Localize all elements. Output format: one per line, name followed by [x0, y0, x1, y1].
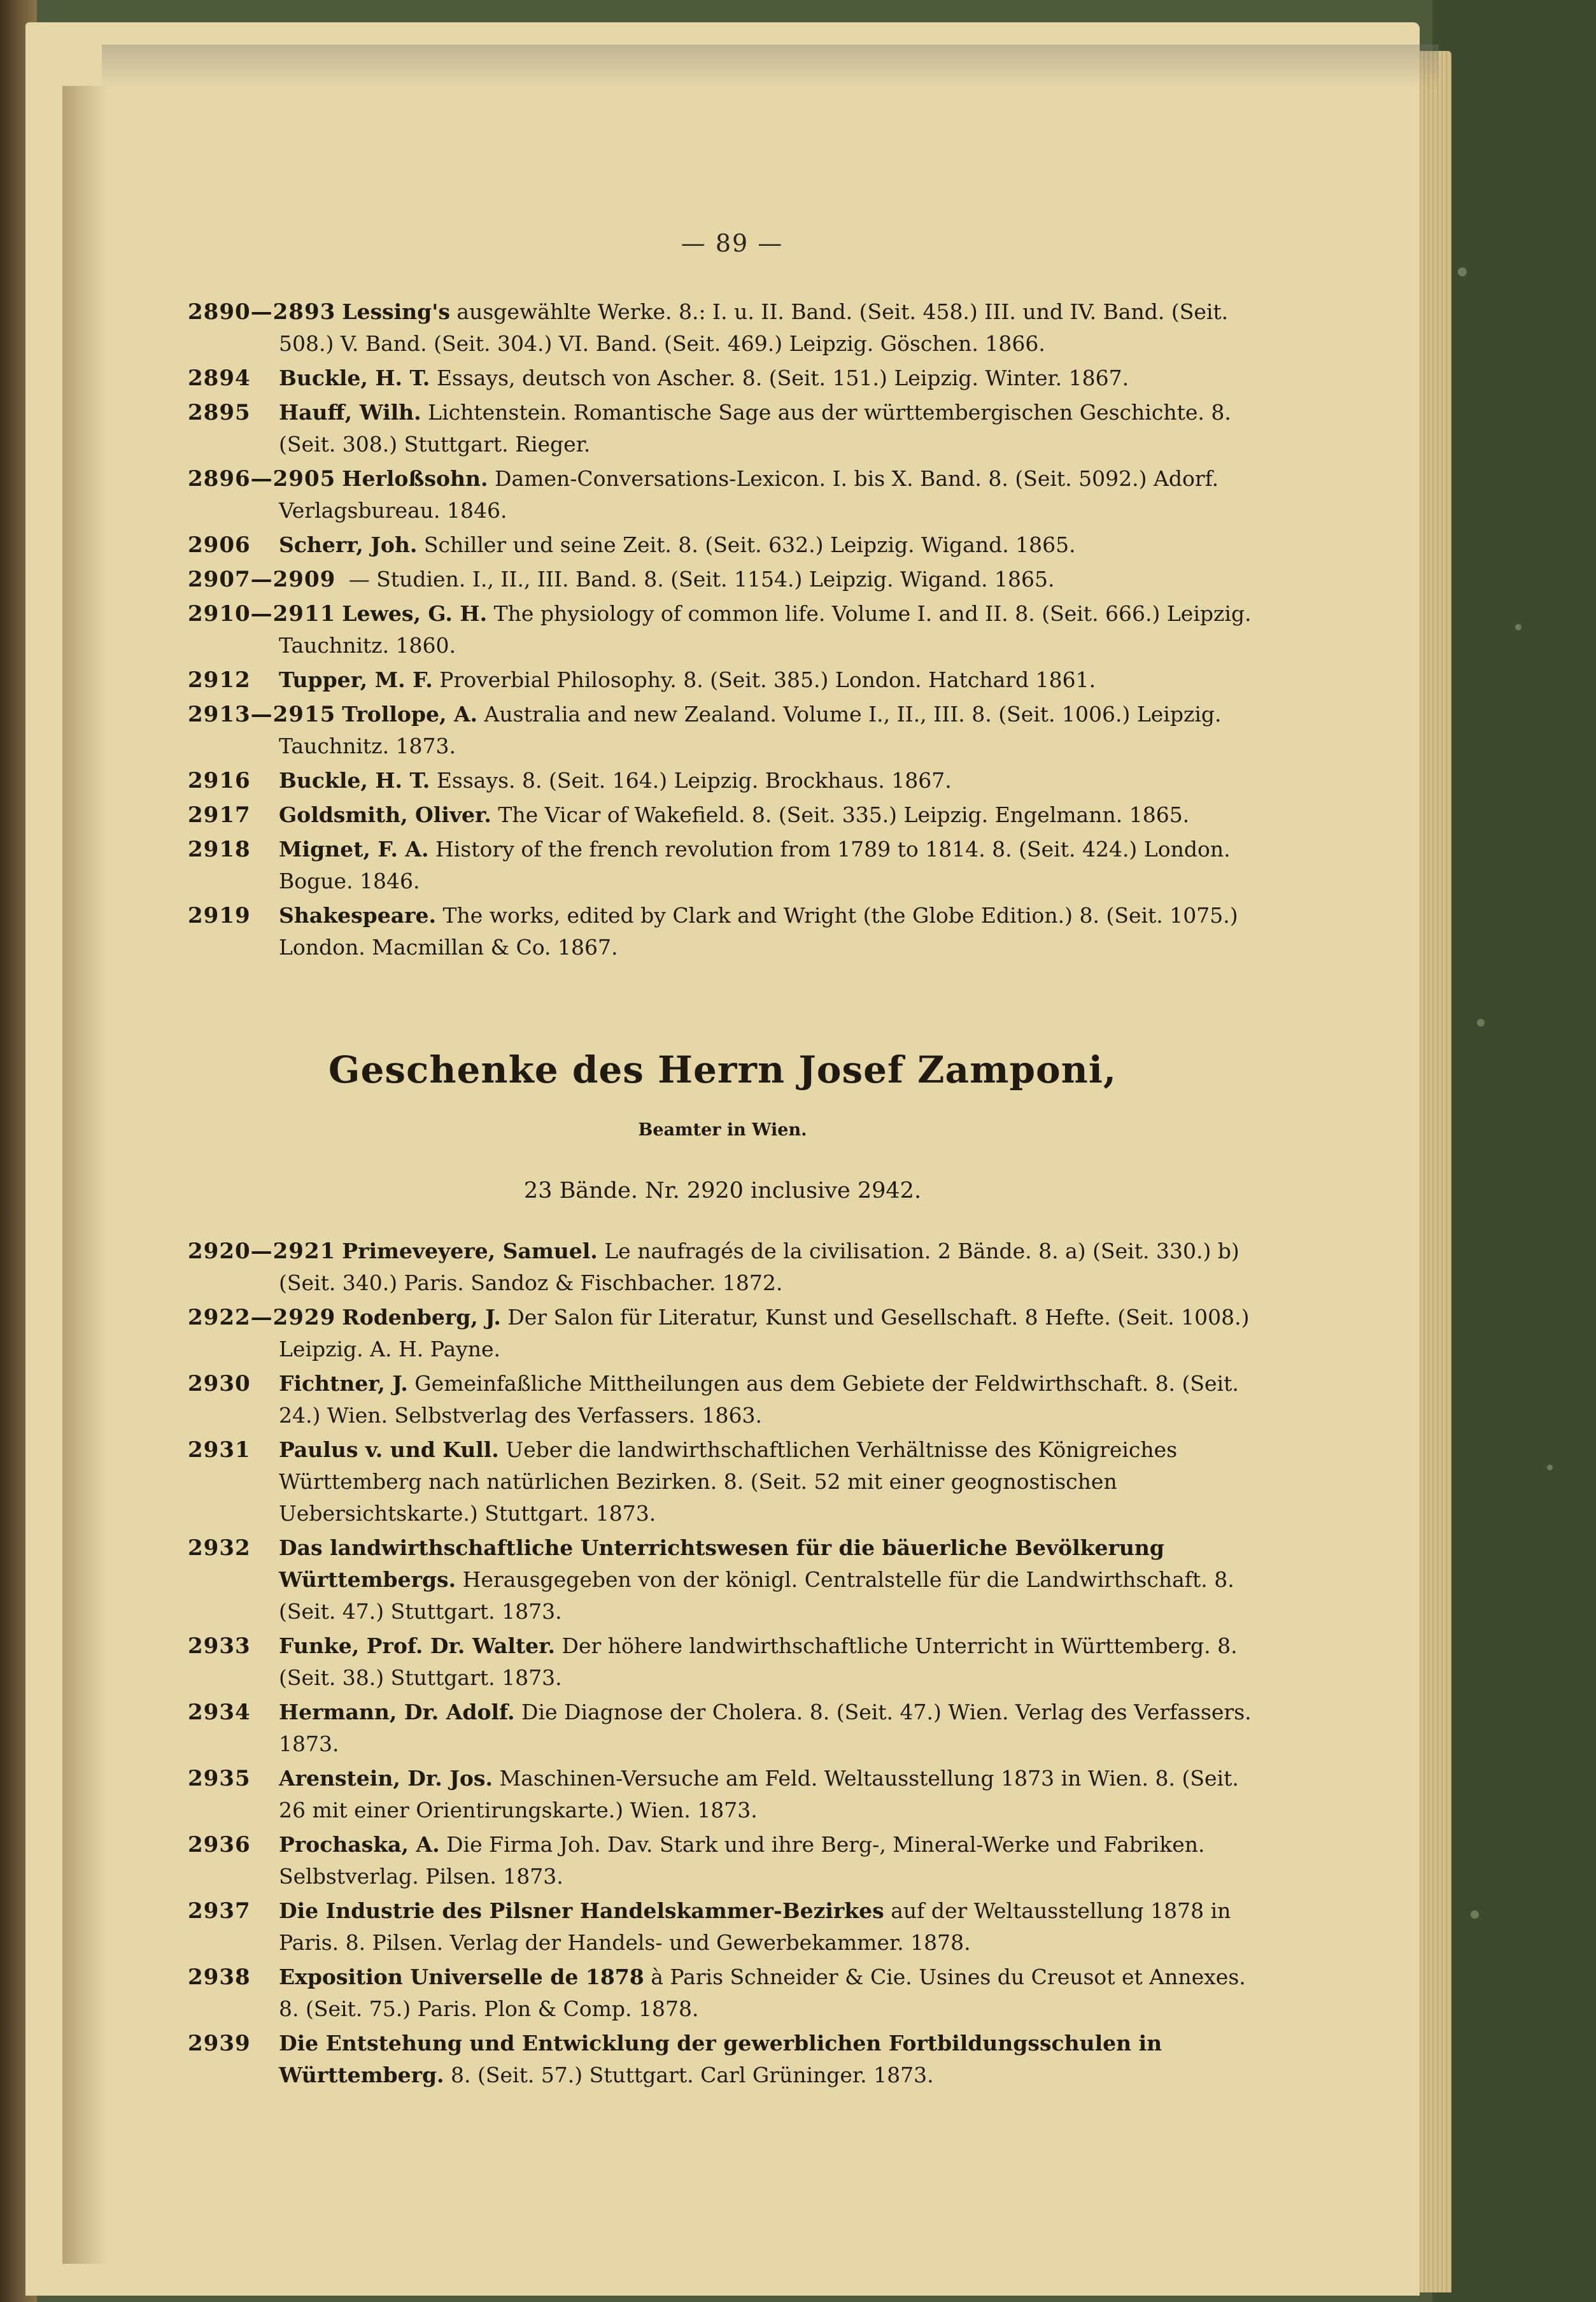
catalog-entry [188, 362, 1257, 394]
gutter-shadow [62, 86, 107, 2264]
catalog-entry [188, 598, 1257, 662]
entry-text: Lichtenstein. Romantische Sage aus der württembergischen Geschichte. 8. (Seit. 308.) Stuttgart. Rieger. [279, 400, 1231, 457]
entry-text: Schiller und seine Zeit. 8. (Seit. 632.) Leipzig. Wigand. 1865. [423, 532, 1076, 557]
catalog-entry [188, 1630, 1257, 1694]
entry-text: Der Salon für Literatur, Kunst und Gesellschaft. 8 Hefte. (Seit. 1008.) Leipzig. A. H. Payne. [279, 1305, 1250, 1361]
entry-body [279, 366, 1129, 390]
cover-speck [1471, 1910, 1479, 1919]
entry-number: 2907—2909 [188, 567, 336, 592]
entry-number: 2938 [188, 1965, 251, 1990]
entry-text: The works, edited by Clark and Wright (the Globe Edition.) 8. (Seit. 1075.) London. Macmillan & Co. 1867. [279, 903, 1238, 960]
entry-body [279, 1965, 1246, 2021]
entry-text: ausgewählte Werke. 8.: I. u. II. Band. (Seit. 458.) III. und IV. Band. (Seit. 508.) V. Band. (Seit. 304.) VI. Band. (Seit. 469.) Leipzig. Göschen. 1866. [279, 299, 1229, 356]
entry-number: 2918 [188, 837, 251, 862]
entry-author: Shakespeare. [279, 903, 436, 928]
entry-author: Die Industrie des Pilsner Handelskammer-Bezirkes [279, 1898, 884, 1923]
entry-text: Damen-Conversations-Lexicon. I. bis X. Band. 8. (Seit. 5092.) Adorf. Verlagsbureau. 1846. [279, 466, 1219, 523]
entry-body [279, 466, 1218, 523]
catalog-entry [188, 564, 1257, 595]
entry-number: 2931 [188, 1437, 251, 1463]
catalog-entry [188, 1895, 1257, 1959]
entry-body [279, 1832, 1205, 1889]
entry-body [279, 1239, 1239, 1295]
entry-number: 2916 [188, 768, 251, 793]
cover-speck [1547, 1465, 1553, 1470]
entry-text: Essays, deutsch von Ascher. 8. (Seit. 151.) Leipzig. Winter. 1867. [436, 366, 1129, 390]
entry-text: The Vicar of Wakefield. 8. (Seit. 335.) Leipzig. Engelmann. 1865. [498, 802, 1190, 827]
entry-author: Funke, Prof. Dr. Walter. [279, 1633, 556, 1658]
catalog-entry [188, 1235, 1257, 1299]
entry-number: 2913—2915 [188, 702, 336, 727]
entry-body [279, 1898, 1231, 1955]
entry-body [279, 1766, 1239, 1822]
entry-body [279, 601, 1252, 658]
catalog-entry [188, 397, 1257, 460]
entry-author: Buckle, H. T. [279, 366, 430, 390]
entry-number: 2932 [188, 1535, 251, 1561]
catalog-entry [188, 900, 1257, 963]
entry-number: 2937 [188, 1898, 251, 1924]
entry-author: Primeveyere, Samuel. [342, 1239, 598, 1263]
catalog-entry [188, 1763, 1257, 1826]
entry-number: 2912 [188, 667, 251, 693]
entry-author: Lewes, G. H. [342, 601, 488, 626]
book-page [25, 22, 1420, 2296]
entry-body [279, 1633, 1238, 1690]
catalog-entry [188, 1696, 1257, 1760]
cover-speck [1458, 267, 1467, 276]
entry-author: Mignet, F. A. [279, 837, 429, 862]
entry-body [279, 768, 952, 793]
entry-body [342, 567, 1054, 592]
entry-author: Trollope, A. [342, 702, 478, 727]
entry-body [279, 1371, 1239, 1428]
entry-number: 2920—2921 [188, 1239, 336, 1264]
entry-text: Die Firma Joh. Dav. Stark und ihre Berg-, Mineral-Werke und Fabriken. Selbstverlag. Pilsen. 1873. [279, 1832, 1205, 1889]
top-shadow [102, 45, 1439, 89]
entry-number: 2935 [188, 1766, 251, 1791]
entry-body [279, 667, 1096, 692]
entry-text: auf der Weltausstellung 1878 in Paris. 8. Pilsen. Verlag der Handels- und Gewerbekammer. 1878. [279, 1898, 1231, 1955]
entry-text: Australia and new Zealand. Volume I., II., III. 8. (Seit. 1006.) Leipzig. Tauchnitz. 1873. [279, 702, 1222, 758]
entry-text: Herausgegeben von der königl. Centralstelle für die Landwirthschaft. 8. (Seit. 47.) Stuttgart. 1873. [279, 1567, 1234, 1624]
catalog-entry [188, 2028, 1257, 2091]
entry-number: 2906 [188, 532, 251, 558]
entry-author: Das landwirthschaftliche Unterrichtswesen für die bäuerliche Bevölkerung Württembergs. [279, 1535, 1164, 1592]
entry-author: Buckle, H. T. [279, 768, 430, 793]
entry-body [279, 400, 1231, 457]
entry-list-bottom [188, 1235, 1257, 2094]
catalog-entry [188, 799, 1257, 831]
page-number: — 89 — [681, 229, 784, 257]
entry-number: 2934 [188, 1700, 251, 1725]
entry-text: — Studien. I., II., III. Band. 8. (Seit. 1154.) Leipzig. Wigand. 1865. [348, 567, 1055, 592]
entry-text: à Paris Schneider & Cie. Usines du Creusot et Annexes. 8. (Seit. 75.) Paris. Plon & Comp. 1878. [279, 1965, 1246, 2021]
catalog-entry [188, 699, 1257, 762]
entry-body [279, 702, 1222, 758]
entry-author: Hermann, Dr. Adolf. [279, 1700, 515, 1724]
entry-body [279, 1700, 1252, 1756]
catalog-entry [188, 1434, 1257, 1530]
entry-number: 2922—2929 [188, 1305, 336, 1330]
entry-number: 2890—2893 [188, 299, 336, 325]
entry-text: Maschinen-Versuche am Feld. Weltausstellung 1873 in Wien. 8. (Seit. 26 mit einer Orientirungskarte.) Wien. 1873. [279, 1766, 1239, 1822]
catalog-entry [188, 1368, 1257, 1432]
entry-number: 2939 [188, 2031, 251, 2056]
entry-text: Proverbial Philosophy. 8. (Seit. 385.) London. Hatchard 1861. [439, 667, 1096, 692]
section-heading: Geschenke des Herrn Josef Zamponi, [328, 1048, 1117, 1091]
entry-text: Gemeinfaßliche Mittheilungen aus dem Gebiete der Feldwirthschaft. 8. (Seit. 24.) Wien. Selbstverlag des Verfassers. 1863. [279, 1371, 1239, 1428]
entry-body [279, 1437, 1177, 1526]
catalog-entry [188, 1829, 1257, 1893]
entry-number: 2933 [188, 1633, 251, 1659]
entry-body [279, 837, 1231, 893]
entry-number: 2894 [188, 366, 251, 391]
entry-author: Fichtner, J. [279, 1371, 408, 1396]
entry-text: History of the french revolution from 1789 to 1814. 8. (Seit. 424.) London. Bogue. 1846. [279, 837, 1231, 893]
entry-number: 2910—2911 [188, 601, 336, 627]
entry-body [279, 2031, 1162, 2087]
entry-author: Goldsmith, Oliver. [279, 802, 491, 827]
catalog-entry [188, 664, 1257, 696]
entry-number: 2896—2905 [188, 466, 336, 492]
entry-author: Exposition Universelle de 1878 [279, 1965, 644, 1989]
entry-author: Prochaska, A. [279, 1832, 440, 1857]
entry-text: Die Diagnose der Cholera. 8. (Seit. 47.) Wien. Verlag des Verfassers. 1873. [279, 1700, 1252, 1756]
entry-body [279, 903, 1238, 960]
catalog-entry [188, 529, 1257, 561]
entry-text: Le naufragés de la civilisation. 2 Bände. 8. a) (Seit. 330.) b) (Seit. 340.) Paris. Sandoz & Fischbacher. 1872. [279, 1239, 1239, 1295]
entry-number: 2919 [188, 903, 251, 928]
entry-body [279, 532, 1076, 557]
entry-text: Ueber die landwirthschaftlichen Verhältnisse des Königreiches Württemberg nach natürlichen Bezirken. 8. (Seit. 52 mit einer geognostischen Uebersichtskarte.) Stuttgart. 1873. [279, 1437, 1178, 1526]
cover-speck [1477, 1019, 1485, 1027]
entry-list-top [188, 296, 1257, 966]
entry-body [279, 802, 1189, 827]
entry-text: Essays. 8. (Seit. 164.) Leipzig. Brockhaus. 1867. [436, 768, 952, 793]
entry-number: 2930 [188, 1371, 251, 1396]
entry-author: Arenstein, Dr. Jos. [279, 1766, 493, 1791]
entry-body [279, 1305, 1250, 1361]
entry-author: Die Entstehung und Entwicklung der gewerblichen Fortbildungsschulen in Württemberg. [279, 2031, 1162, 2087]
entry-text: Der höhere landwirthschaftliche Unterricht in Württemberg. 8. (Seit. 38.) Stuttgart. 1873. [279, 1633, 1238, 1690]
entry-author: Lessing's [342, 299, 450, 324]
entry-author: Scherr, Joh. [279, 532, 418, 557]
entry-body [279, 299, 1228, 356]
catalog-entry [188, 765, 1257, 797]
entry-text: The physiology of common life. Volume I. and II. 8. (Seit. 666.) Leipzig. Tauchnitz. 1860. [279, 601, 1252, 658]
entry-text: 8. (Seit. 57.) Stuttgart. Carl Grüninger. 1873. [451, 2063, 934, 2087]
entry-number: 2936 [188, 1832, 251, 1858]
catalog-entry [188, 834, 1257, 897]
catalog-entry [188, 463, 1257, 527]
catalog-entry [188, 1532, 1257, 1628]
catalog-entry [188, 296, 1257, 360]
entry-number: 2895 [188, 400, 251, 425]
entry-author: Herloßsohn. [342, 466, 488, 491]
section-subheading: Beamter in Wien. [638, 1120, 807, 1140]
entry-author: Rodenberg, J. [342, 1305, 501, 1330]
catalog-entry [188, 1961, 1257, 2025]
cover-speck [1515, 624, 1522, 630]
section-count: 23 Bände. Nr. 2920 inclusive 2942. [523, 1178, 922, 1204]
entry-author: Paulus v. und Kull. [279, 1437, 499, 1462]
catalog-entry [188, 1302, 1257, 1365]
entry-author: Tupper, M. F. [279, 667, 433, 692]
entry-number: 2917 [188, 802, 251, 828]
entry-body [279, 1535, 1234, 1624]
book-cover-board [1432, 0, 1596, 2302]
entry-author: Hauff, Wilh. [279, 400, 421, 425]
